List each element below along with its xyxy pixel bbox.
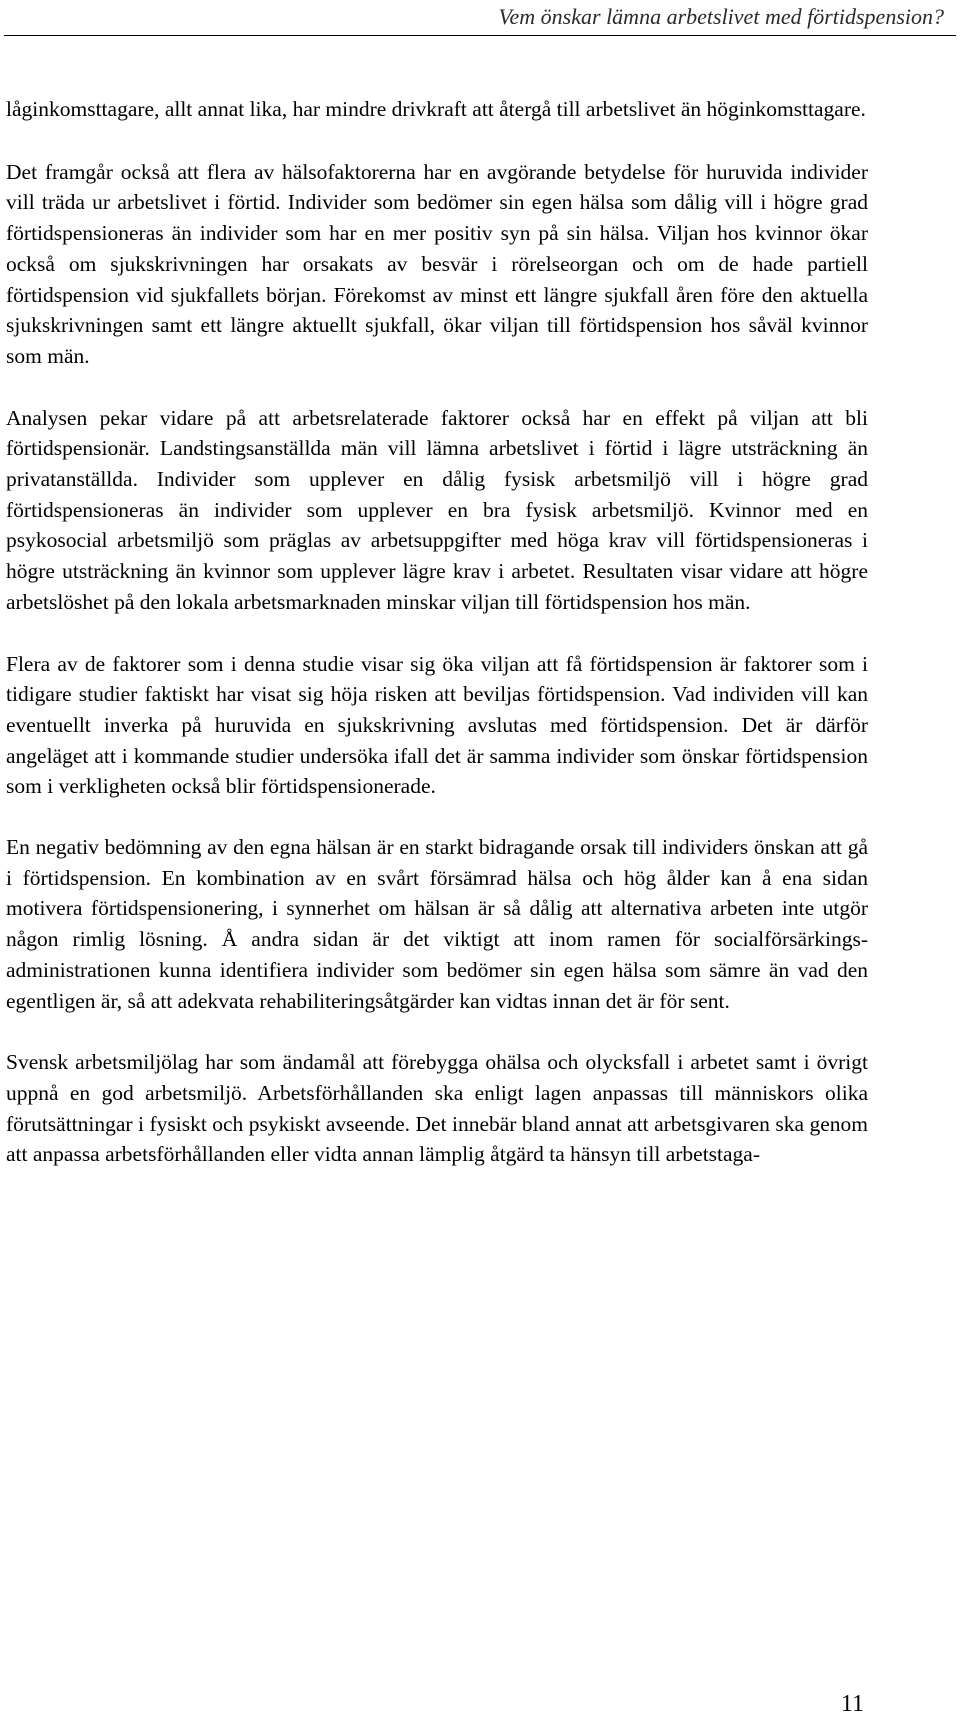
header-rule	[4, 35, 956, 36]
page-number: 11	[840, 1691, 864, 1717]
paragraph-self-rated-health: En negativ bedömning av den egna hälsan är en starkt bidragande orsak till individers önskan att gå i förtidspension. En kombination av en svårt försämrad hälsa och hög ålder kan å ena sidan motivera förtidspensionering, i synnerhet om hälsan är så dålig att alternativa arbeten inte utgör någon rimlig lösning. Å andra sidan är det viktigt att inom ramen för socialförsärkingsadministrationen kunna identifiera individer som bedömer sin egen hälsa som sämre än vad den egentligen är, så att adekvata rehabiliteringsåtgärder kan vidtas innan det är för sent.	[6, 835, 868, 1013]
paragraph-work-environment-law: Svensk arbetsmiljölag har som ändamål att förebygga ohälsa och olycksfall i arbetet samt i övrigt uppnå en god arbetsmiljö. Arbetsförhållanden ska enligt lagen anpassas till människors olika förutsättningar i fysiskt och psykiskt avseende. Det innebär bland annat att arbetsgivaren ska genom att anpassa arbetsförhållanden eller vidta annan lämplig åtgärd ta hänsyn till arbetstaga-	[6, 1050, 868, 1167]
running-header-title: Vem önskar lämna arbetslivet med förtidspension?	[498, 4, 944, 29]
page-body	[6, 94, 868, 1170]
paragraph-health-factors: Det framgår också att flera av hälsofaktorerna har en avgörande betydelse för huruvida individer vill träda ur arbetslivet i förtid. Individer som bedömer sin egen hälsa som dålig vill i högre grad förtidspensioneras än individer som har en mer positiv syn på sin hälsa. Viljan hos kvinnor ökar också om sjukskrivningen har orsakats av besvär i rörelseorgan och om de hade partiell förtidspension vid sjukfallets början. Förekomst av minst ett längre sjukfall åren före den aktuella sjukskrivningen samt ett längre aktuellt sjukfall, ökar viljan till förtidspension hos såväl kvinnor som män.	[6, 159, 868, 368]
paragraph-earlier-studies: Flera av de faktorer som i denna studie visar sig öka viljan att få förtidspension är faktorer som i tidigare studier faktiskt har visat sig höja risken att beviljas förtidspension. Vad individen vill kan eventuellt inverka på huruvida en sjukskrivning avslutas med förtidspension. Det är därför angeläget att i kommande studier undersöka ifall det är samma individer som önskar förtidspension som i verkligheten också blir förtidspensionerade.	[6, 651, 868, 799]
paragraph-continuation: låginkomsttagare, allt annat lika, har mindre drivkraft att återgå till arbetslivet än höginkomsttagare.	[6, 97, 866, 121]
paragraph-work-factors: Analysen pekar vidare på att arbetsrelaterade faktorer också har en effekt på viljan att bli förtidspensionär. Landstingsanställda män vill lämna arbetslivet i förtid i lägre utsträckning än privatanställda. Individer som upplever en dålig fysisk arbetsmiljö vill i högre grad förtidspensioneras än individer som upplever en bra fysisk arbetsmiljö. Kvinnor med en psykosocial arbetsmiljö som präglas av arbetsuppgifter med höga krav vill förtidspensioneras i högre utsträckning än kvinnor som upplever lägre krav i arbetet. Resultaten visar vidare att högre arbetslöshet på den lokala arbetsmarknaden minskar viljan till förtidspension hos män.	[6, 405, 868, 614]
